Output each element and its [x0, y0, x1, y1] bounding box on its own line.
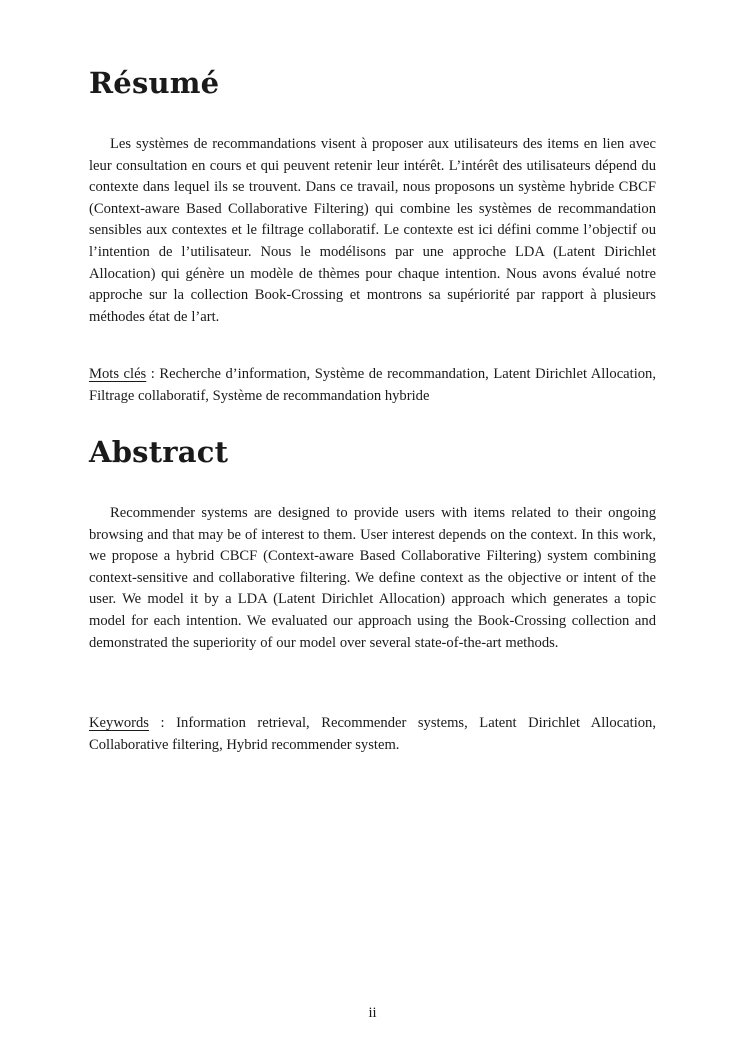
abstract-heading: Abstract — [89, 435, 229, 469]
abstract-keywords-label: Keywords — [89, 715, 149, 731]
abstract-paragraph: Recommender systems are designed to provide users with items related to their ongoing browsing and that may be of interest to them. User interest depends on the context. In this work, we propose a hybrid CBCF (Context-aware Based Collaborative Filtering) system combining context-sensitive and collaborative filtering. We define context as the objective or intent of the user. We model it by a LDA (Latent Dirichlet Allocation) approach which generates a topic model for each intention. We evaluated our approach using the Book-Crossing collection and demonstrated the superiority of our model over several state-of-the-art methods. — [89, 505, 656, 651]
abstract-keywords — [89, 713, 656, 756]
page-number: ii — [368, 1005, 377, 1021]
resume-paragraph: Les systèmes de recommandations visent à proposer aux utilisateurs des items en lien avec leur consultation en cours et qui peuvent retenir leur intérêt. L’intérêt des utilisateurs dépend du contexte dans lequel ils se trouvent. Dans ce travail, nous proposons un système hybride CBCF (Context-aware Based Collaborative Filtering) qui combine les systèmes de recommandation sensibles aux contextes et le filtrage collaboratif. Le contexte est ici défini comme l’objectif ou l’intention de l’utilisateur. Nous le modélisons par une approche LDA (Latent Dirichlet Allocation) qui génère un modèle de thèmes pour chaque intention. Nous avons évalué notre approche sur la collection Book-Crossing et montrons sa supériorité par rapport à plusieurs méthodes état de l’art. — [89, 136, 656, 325]
resume-heading: Résumé — [89, 66, 220, 100]
abstract-keywords-text: : Information retrieval, Recommender systems, Latent Dirichlet Allocation, Collaborative filtering, Hybrid recommender system. — [89, 715, 656, 753]
resume-keywords-text: : Recherche d’information, Système de recommandation, Latent Dirichlet Allocation, Filtrage collaboratif, Système de recommandation hybride — [89, 366, 656, 404]
resume-keywords — [89, 364, 656, 407]
resume-keywords-label: Mots clés — [89, 366, 147, 382]
